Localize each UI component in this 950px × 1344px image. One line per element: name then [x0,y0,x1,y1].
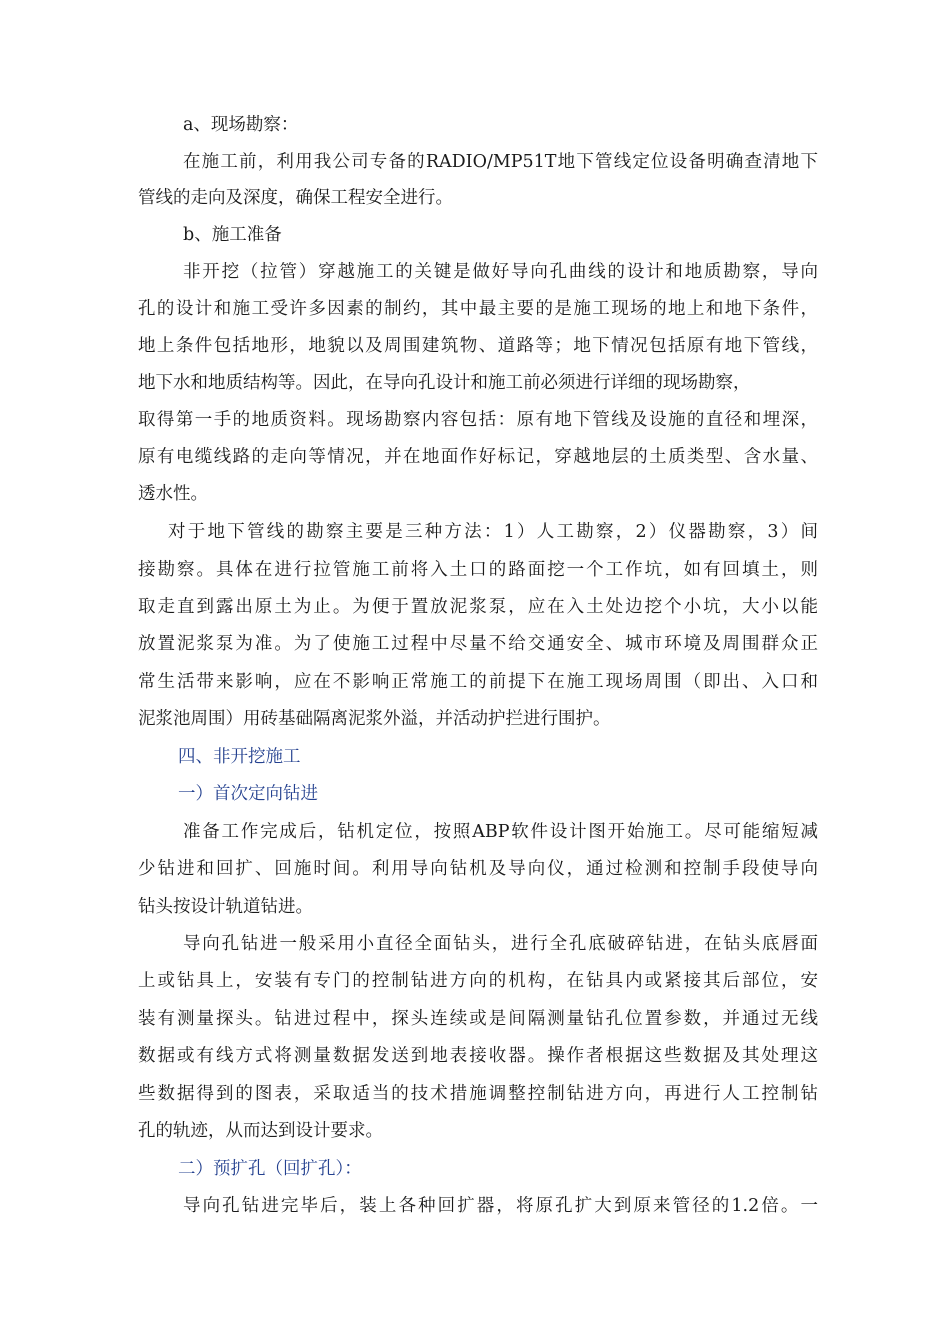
heading-b-preparation: b、施工准备 [183,225,282,245]
paragraph-line: 管线的走向及深度，确保工程安全进行。 [138,188,453,208]
paragraph-line: 少钻进和回扩、回施时间。利用导向钻机及导向仪，通过检测和控制手段使导向 [138,859,818,879]
paragraph-line: 数据或有线方式将测量数据发送到地表接收器。操作者根据这些数据及其处理这 [138,1046,818,1066]
paragraph-line: 放置泥浆泵为准。为了使施工过程中尽量不给交通安全、城市环境及周围群众正 [138,634,818,654]
paragraph-line: 取走直到露出原土为止。为便于置放泥浆泵，应在入土处边挖个小坑，大小以能 [138,597,818,617]
paragraph-line: 透水性。 [138,484,208,504]
subsection-heading-2: 二）预扩孔（回扩孔）： [178,1159,362,1179]
paragraph-line: 非开挖（拉管）穿越施工的关键是做好导向孔曲线的设计和地质勘察，导向 [183,262,818,282]
section-heading-4: 四、非开挖施工 [178,747,301,767]
paragraph-line: 钻头按设计轨道钻进。 [138,897,313,917]
paragraph-line: 接勘察。具体在进行拉管施工前将入土口的路面挖一个工作坑，如有回填土，则 [138,560,818,580]
heading-a-site-survey: a、现场勘察： [183,115,299,135]
paragraph-line: 取得第一手的地质资料。现场勘察内容包括：原有地下管线及设施的直径和埋深， [138,410,818,430]
paragraph-line: 在施工前，利用我公司专备的RADIO/MP51T地下管线定位设备明确查清地下 [183,152,818,172]
paragraph-line: 对于地下管线的勘察主要是三种方法：1）人工勘察，2）仪器勘察，3）间 [168,522,818,542]
paragraph-line: 些数据得到的图表，采取适当的技术措施调整控制钻进方向，再进行人工控制钻 [138,1084,818,1104]
paragraph-line: 原有电缆线路的走向等情况，并在地面作好标记，穿越地层的土质类型、含水量、 [138,447,818,467]
paragraph-line: 准备工作完成后，钻机定位，按照ABP软件设计图开始施工。尽可能缩短减 [183,822,818,842]
paragraph-line: 常生活带来影响，应在不影响正常施工的前提下在施工现场周围（即出、入口和 [138,672,818,692]
paragraph-line: 泥浆池周围）用砖基础隔离泥浆外溢，并活动护拦进行围护。 [138,709,611,729]
paragraph-line: 孔的设计和施工受许多因素的制约，其中最主要的是施工现场的地上和地下条件， [138,299,818,319]
paragraph-line: 装有测量探头。钻进过程中，探头连续或是间隔测量钻孔位置参数，并通过无线 [138,1009,818,1029]
paragraph-line: 地上条件包括地形，地貌以及周围建筑物、道路等；地下情况包括原有地下管线， [138,336,818,356]
paragraph-line: 上或钻具上，安装有专门的控制钻进方向的机构，在钻具内或紧接其后部位，安 [138,971,818,991]
subsection-heading-1: 一）首次定向钻进 [178,784,318,804]
paragraph-line: 地下水和地质结构等。因此，在导向孔设计和施工前必须进行详细的现场勘察， [138,373,751,393]
paragraph-line: 导向孔钻进完毕后，装上各种回扩器，将原孔扩大到原来管径的1.2倍。一 [183,1196,818,1216]
paragraph-line: 导向孔钻进一般采用小直径全面钻头，进行全孔底破碎钻进，在钻头底唇面 [183,934,818,954]
paragraph-line: 孔的轨迹，从而达到设计要求。 [138,1121,383,1141]
